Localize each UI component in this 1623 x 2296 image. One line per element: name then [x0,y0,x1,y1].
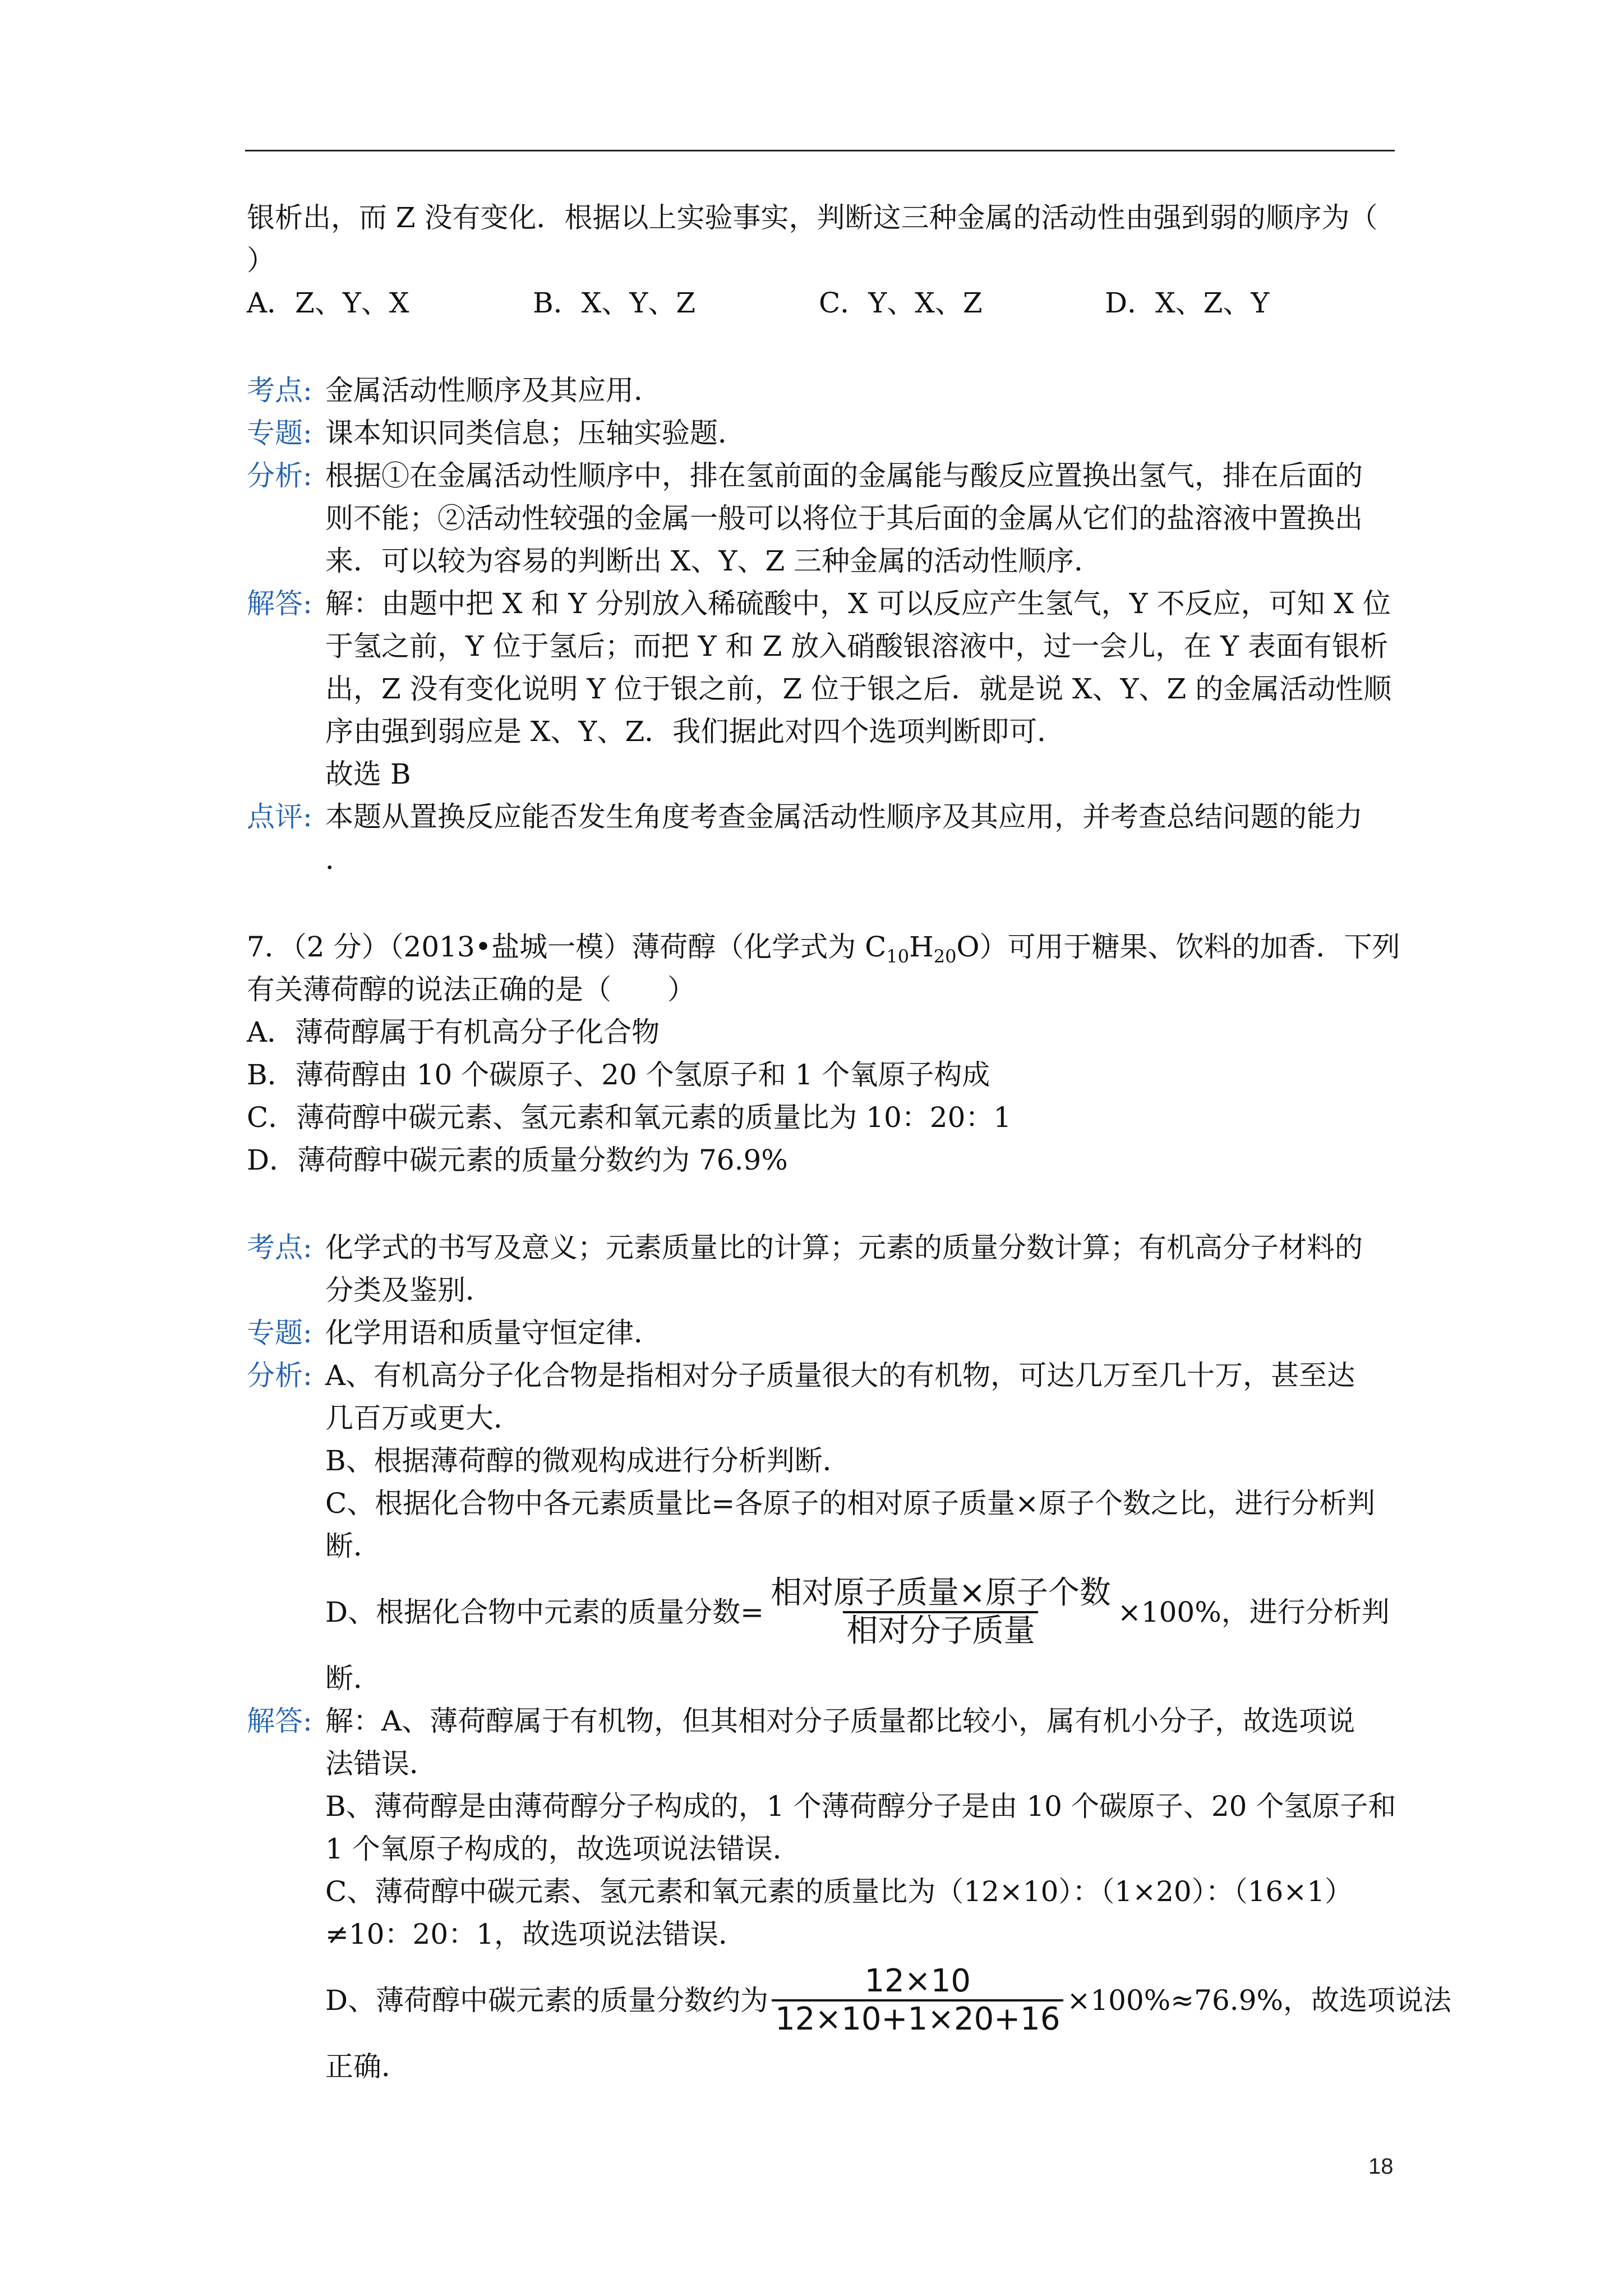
q7-option-c: C．薄荷醇中碳元素、氢元素和氧元素的质量比为 10：20：1 [247,1101,1012,1134]
prev-dianping-line: ． [325,843,353,876]
header-rule [245,150,1395,151]
kaodian-label: 考点: [247,1231,312,1264]
prev-option-d: D．X、Z、Y [1105,287,1270,319]
prev-kaodian [247,369,1396,412]
formula-numerator: 相对原子质量×原子个数 [770,1575,1111,1611]
q7-kaodian [247,1226,1396,1312]
q7-option-a: A．薄荷醇属于有机高分子化合物 [247,1016,660,1048]
page-number: 18 [1368,2154,1394,2179]
prev-jieda-answer: 故选 B [325,758,411,790]
q7-fenxi-d-prefix: D、根据化合物中元素的质量分数= [325,1596,764,1628]
prev-zhuanti-text: 课本知识同类信息；压轴实验题． [325,417,746,449]
prev-option-b: B．X、Y、Z [533,287,696,319]
q7-stem-part-b: O）可用于糖果、饮料的加香．下列 [956,931,1400,963]
carbon-fraction-formula [772,1963,1063,2037]
q7-sub-hydrogen: 20 [933,946,957,967]
q7-fenxi-formula-line [325,1567,1396,1657]
q7-jieda-d-tail: 正确． [325,2050,409,2083]
fenxi-label: 分析: [247,459,312,492]
prev-jieda-line: 于氢之前，Y 位于氢后；而把 Y 和 Z 放入硝酸银溶液中，过一会儿，在 Y 表面有银析 [325,630,1389,662]
q7-jieda [247,1700,1452,2088]
jieda-label: 解答: [247,1705,312,1737]
prev-jieda-line: 解：由题中把 X 和 Y 分别放入稀硫酸中，X 可以反应产生氢气，Y 不反应，可知 X 位 [325,587,1391,620]
prev-option-a: A．Z、Y、X [247,287,409,319]
jieda-label: 解答: [247,587,312,620]
prev-dianping [247,795,1396,881]
q7-jieda-d-prefix: D、薄荷醇中碳元素的质量分数约为 [325,1984,769,2017]
q7-jieda-line: 1 个氧原子构成的，故选项说法错误． [325,1833,801,1865]
page-content [247,196,1452,2088]
q7-option-b: B．薄荷醇由 10 个碳原子、20 个氢原子和 1 个氧原子构成 [247,1059,990,1091]
q7-jieda-line: ≠10：20：1，故选项说法错误． [325,1918,746,1950]
prev-fenxi-line: 来．可以较为容易的判断出 X、Y、Z 三种金属的活动性顺序． [325,545,1103,577]
q7-fenxi-line: 几百万或更大． [325,1402,522,1434]
dianping-label: 点评: [247,800,312,833]
q7-hydrogen: H [909,931,934,963]
q7-fenxi-d-suffix: ×100%，进行分析判 [1117,1596,1390,1628]
prev-fenxi-line: 根据①在金属活动性顺序中，排在氢前面的金属能与酸反应置换出氢气，排在后面的 [325,459,1363,492]
q7-jieda-formula-line [325,1955,1451,2045]
zhuanti-label: 专题: [247,1317,312,1349]
q7-stem-line-2: 有关薄荷醇的说法正确的是（ ） [247,973,695,1006]
q7-jieda-line: C、薄荷醇中碳元素、氢元素和氧元素的质量比为（12×10）：（1×20）：（16×1） [325,1875,1353,1908]
prev-option-c: C．Y、X、Z [819,287,983,319]
prev-fenxi-line: 则不能；②活动性较强的金属一般可以将位于其后面的金属从它们的盐溶液中置换出 [325,502,1363,535]
q7-fenxi-line: 断． [325,1530,381,1562]
formula-denominator: 相对分子质量 [843,1611,1038,1649]
q7-sub-carbon: 10 [886,946,910,967]
prev-jieda-line: 序由强到弱应是 X、Y、Z．我们据此对四个选项判断即可． [325,715,1066,748]
prev-jieda [247,582,1396,795]
kaodian-label: 考点: [247,374,312,407]
q7-kaodian-line: 化学式的书写及意义；元素质量比的计算；元素的质量分数计算；有机高分子材料的 [325,1231,1363,1264]
prev-stem-line-2: ） [247,244,275,277]
fenxi-label: 分析: [247,1359,312,1392]
prev-kaodian-text: 金属活动性顺序及其应用． [325,374,662,407]
q7-jieda-line: 法错误． [325,1747,437,1780]
prev-options [247,282,1396,324]
q7-jieda-line: B、薄荷醇是由薄荷醇分子构成的，1 个薄荷醇分子是由 10 个碳原子、20 个氢原子和 [325,1790,1396,1823]
q7-stem-line-1 [247,926,1400,968]
prev-stem-line-1: 银析出，而 Z 没有变化．根据以上实验事实，判断这三种金属的活动性由强到弱的顺序为（ [247,201,1378,234]
q7-fenxi-line: C、根据化合物中各元素质量比=各原子的相对原子质量×原子个数之比，进行分析判 [325,1487,1376,1520]
prev-jieda-line: 出，Z 没有变化说明 Y 位于银之前，Z 位于银之后．就是说 X、Y、Z 的金属活动性顺 [325,673,1392,705]
q7-zhuanti [247,1312,1396,1354]
q7-jieda-d-suffix: ×100%≈76.9%，故选项说法 [1067,1984,1452,2017]
prev-zhuanti [247,412,1396,454]
q7-kaodian-line: 分类及鉴别． [325,1274,494,1306]
q7-fenxi-line: B、根据薄荷醇的微观构成进行分析判断． [325,1444,851,1477]
mass-fraction-formula [767,1575,1114,1649]
prev-dianping-line: 本题从置换反应能否发生角度考查金属活动性顺序及其应用，并考查总结问题的能力 [325,800,1363,833]
zhuanti-label: 专题: [247,417,312,449]
formula-denominator: 12×10+1×20+16 [772,1999,1063,2037]
prev-fenxi [247,454,1396,582]
q7-zhuanti-text: 化学用语和质量守恒定律． [325,1317,662,1349]
q7-fenxi-line: A、有机高分子化合物是指相对分子质量很大的有机物，可达几万至几十万，甚至达 [325,1359,1355,1392]
q7-jieda-line: 解：A、薄荷醇属于有机物，但其相对分子质量都比较小，属有机小分子，故选项说 [325,1705,1355,1737]
q7-fenxi-d-tail: 断． [325,1662,381,1695]
formula-numerator: 12×10 [864,1963,971,1999]
q7-fenxi [247,1354,1396,1700]
q7-option-d: D．薄荷醇中碳元素的质量分数约为 76.9% [247,1144,788,1176]
q7-stem-part-a: 7．（2 分）（2013•盐城一模）薄荷醇（化学式为 C [247,931,887,963]
